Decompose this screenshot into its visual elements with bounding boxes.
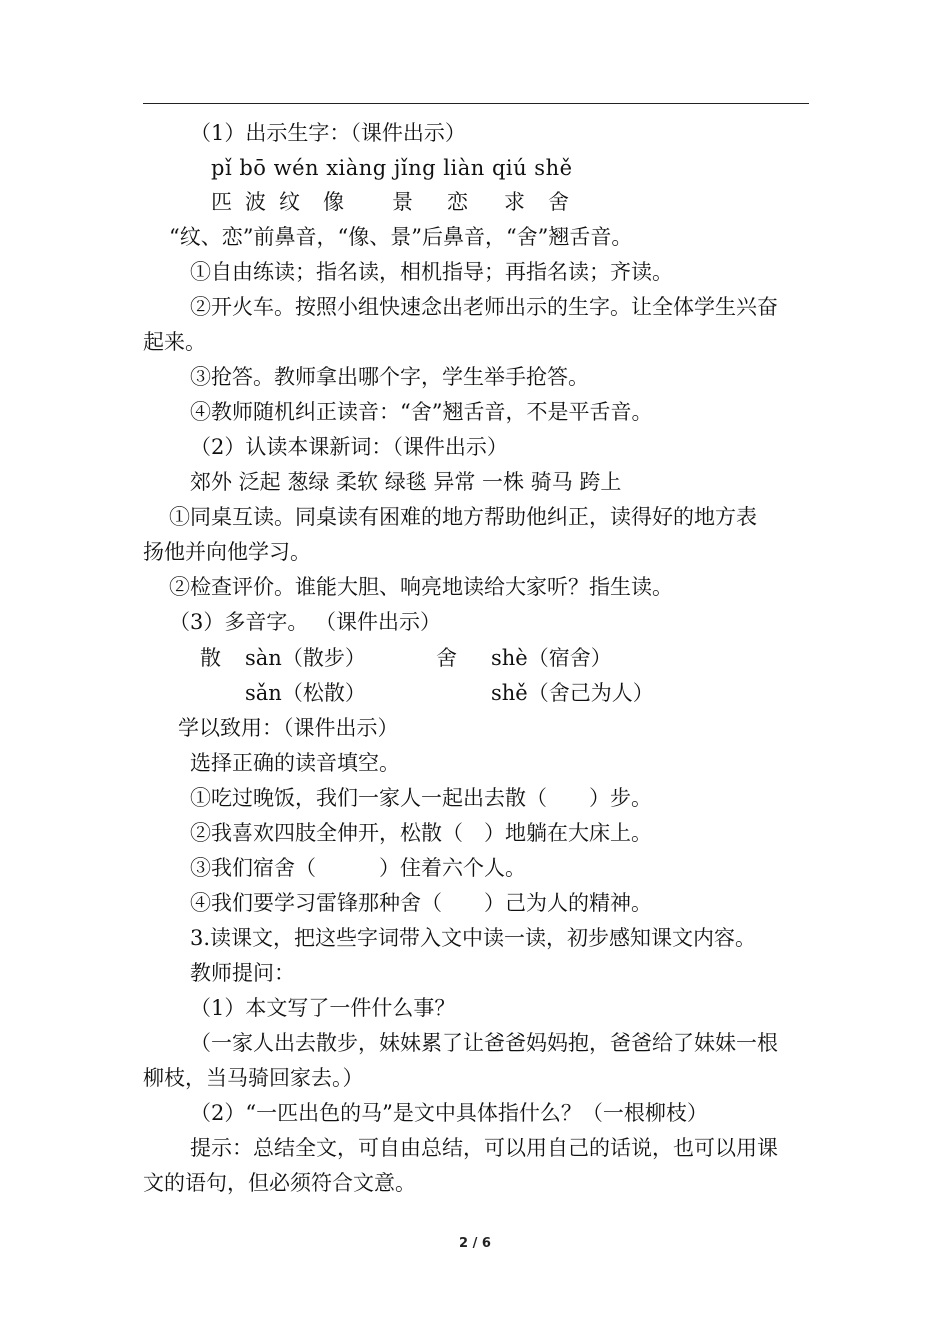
duoyin-reading: shè（宿舍） xyxy=(491,646,612,670)
text-line: 扬他并向他学习。 xyxy=(143,540,311,564)
text-line: 文的语句，但必须符合文意。 xyxy=(143,1171,416,1195)
text-line: （2）“一匹出色的马”是文中具体指什么？（一根柳枝） xyxy=(190,1101,708,1125)
page-number: 2 / 6 xyxy=(459,1236,491,1251)
header-rule xyxy=(143,103,809,104)
text-line: （1）出示生字：（课件出示） xyxy=(190,121,466,145)
text-line: ③抢答。教师拿出哪个字，学生举手抢答。 xyxy=(190,365,589,389)
exercise-item: ①吃过晚饭，我们一家人一起出去散（ ）步。 xyxy=(190,786,652,810)
new-characters-row xyxy=(0,190,950,214)
text-line: （2）认读本课新词：（课件出示） xyxy=(190,435,508,459)
text-line: 起来。 xyxy=(143,330,206,354)
text-line: “纹、恋”前鼻音，“像、景”后鼻音，“舍”翘舌音。 xyxy=(169,225,633,249)
character: 景 xyxy=(392,190,413,214)
character: 恋 xyxy=(447,190,468,214)
text-line: ②检查评价。谁能大胆、响亮地读给大家听？指生读。 xyxy=(169,575,673,599)
exercise-item: ②我喜欢四肢全伸开，松散（ ）地躺在大床上。 xyxy=(190,821,652,845)
duoyin-char-she: 舍 xyxy=(436,646,457,670)
text-line: 选择正确的读音填空。 xyxy=(190,751,400,775)
text-line: ①同桌互读。同桌读有困难的地方帮助他纠正，读得好的地方表 xyxy=(169,505,757,529)
text-line: 柳枝，当马骑回家去。） xyxy=(143,1066,364,1090)
exercise-item: ④我们要学习雷锋那种舍（ ）己为人的精神。 xyxy=(190,891,652,915)
character: 匹 xyxy=(211,190,232,214)
text-line: 教师提问： xyxy=(190,961,295,985)
character: 舍 xyxy=(548,190,569,214)
duoyin-reading: sǎn（松散） xyxy=(245,681,366,705)
duoyin-reading: sàn（散步） xyxy=(245,646,366,670)
text-line: 提示：总结全文，可自由总结，可以用自己的话说，也可以用课 xyxy=(190,1136,778,1160)
text-line: ②开火车。按照小组快速念出老师出示的生字。让全体学生兴奋 xyxy=(190,295,778,319)
text-line: （1）本文写了一件什么事？ xyxy=(190,996,456,1020)
text-line: 学以致用：（课件出示） xyxy=(178,716,399,740)
exercise-item: ③我们宿舍（ ）住着六个人。 xyxy=(190,856,526,880)
text-line: （一家人出去散步，妹妹累了让爸爸妈妈抱，爸爸给了妹妹一根 xyxy=(190,1031,778,1055)
text-line: （3）多音字。 （课件出示） xyxy=(169,610,442,634)
duoyin-reading: shě（舍己为人） xyxy=(491,681,654,705)
text-line: 3.读课文，把这些字词带入文中读一读，初步感知课文内容。 xyxy=(190,926,757,950)
character: 波 xyxy=(245,190,266,214)
vocabulary-line: 郊外 泛起 葱绿 柔软 绿毯 异常 一株 骑马 跨上 xyxy=(190,470,622,494)
duoyin-char-san: 散 xyxy=(200,646,221,670)
pinyin-line: pǐ bō wén xiàng jǐng liàn qiú shě xyxy=(211,156,573,180)
text-line: ④教师随机纠正读音：“舍”翘舌音，不是平舌音。 xyxy=(190,400,653,424)
character: 像 xyxy=(323,190,344,214)
character: 求 xyxy=(504,190,525,214)
character: 纹 xyxy=(279,190,300,214)
text-line: ①自由练读；指名读，相机指导；再指名读；齐读。 xyxy=(190,260,673,284)
